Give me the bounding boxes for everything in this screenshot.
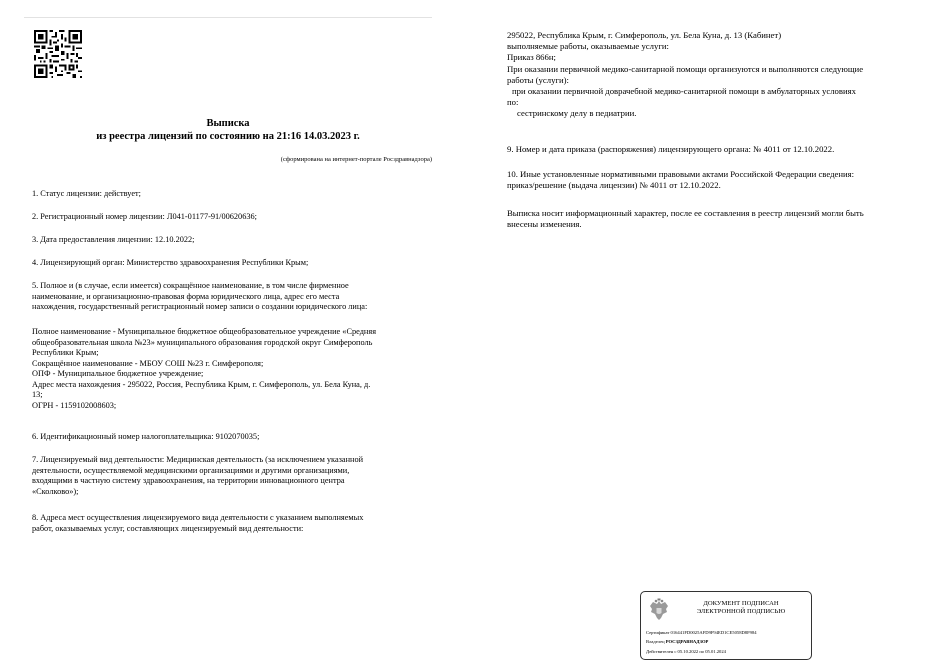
text-line: работ, оказываемых услуг, составляющих лицензируемый вид деятельности:: [32, 523, 304, 533]
signature-validity: Действителен с 05.10.2022 по 05.01.2024: [646, 649, 726, 654]
top-rule: [24, 17, 432, 18]
text-line: входящими в частную систему здравоохранения, на территории инновационного центра: [32, 476, 345, 485]
item-activity-addresses: [32, 513, 432, 534]
item-license-status: 1. Статус лицензии: действует;: [32, 189, 141, 198]
text-line: 295022, Республика Крым, г. Симферополь, ул. Бела Куна, д. 13 (Кабинет): [507, 30, 782, 40]
text-line: приказ/решение (выдача лицензии) № 4011 от 12.10.2022.: [507, 180, 721, 191]
text-line: 8. Адреса мест осуществления лицензируемого вида деятельности с указанием выполняемых: [32, 513, 364, 522]
item-licensed-activity: [32, 455, 432, 497]
text-line: 5. Полное и (в случае, если имеется) сокращённое наименование, в том числе фирменное: [32, 281, 349, 290]
text-line: работы (услуги):: [507, 74, 569, 85]
item-taxpayer-id: 6. Идентификационный номер налогоплательщика: 9102070035;: [32, 432, 260, 441]
activity-address-block: [507, 30, 937, 120]
text-line: по:: [507, 97, 519, 108]
signature-heading-line: ДОКУМЕНТ ПОДПИСАН: [703, 600, 779, 607]
disclaimer: [507, 208, 937, 230]
text-line: Адрес места нахождения - 295022, Россия, Республика Крым, г. Симферополь, ул. Бела Куна, д.: [32, 379, 371, 389]
text-line: нахождения, государственный регистрационный номер записи о создании юридического лица:: [32, 302, 368, 311]
signature-certificate: Сертификат 016441FD0025AFD9F94ED1CE5058D8F984: [646, 630, 757, 635]
owner-name: РОСЗДРАВНАДЗОР: [665, 639, 709, 644]
text-line: общеобразовательная школа №23» муниципального образования городской округ Симферополь: [32, 337, 373, 347]
text-line: 13;: [32, 390, 43, 399]
double-headed-eagle-emblem-icon: [647, 598, 671, 624]
text-line: Выписка носит информационный характер, после ее составления в реестр лицензий могли быть: [507, 208, 864, 218]
item-organization-name-heading: [32, 281, 432, 313]
generated-note: (сформирована на интернет-портале Росздравнадзора): [280, 156, 432, 163]
item-licensing-authority: 4. Лицензирующий орган: Министерство здравоохранения Республики Крым;: [32, 258, 309, 267]
text-line: наименование, и организационно-правовая форма юридического лица, адрес его места: [32, 291, 340, 301]
text-line: деятельности, осуществляемой медицинскими организациями и другими организациями,: [32, 465, 350, 475]
text-line: Сокращённое наименование - МБОУ СОШ №23 г. Симферополя;: [32, 358, 264, 368]
document-title: Выписка: [206, 118, 250, 129]
item-other-info: [507, 169, 937, 191]
item-order-number: 9. Номер и дата приказа (распоряжения) лицензирующего органа: № 4011 от 12.10.2022.: [507, 144, 835, 154]
signature-owner: [646, 639, 708, 644]
qr-code-icon: [34, 30, 82, 78]
owner-label: Владелец: [646, 639, 665, 644]
electronic-signature-stamp: [640, 591, 812, 660]
text-line: ОГРН - 1159102008603;: [32, 400, 117, 410]
text-line: при оказании первичной доврачебной медико-санитарной помощи в амбулаторных условиях: [512, 86, 856, 97]
signature-heading: [675, 600, 807, 617]
item-registration-number: 2. Регистрационный номер лицензии: Л041-01177-91/00620636;: [32, 212, 257, 221]
text-line: «Сколково»);: [32, 486, 79, 496]
text-line: сестринскому делу в педиатрии.: [517, 108, 637, 119]
item-issue-date: 3. Дата предоставления лицензии: 12.10.2022;: [32, 235, 195, 244]
text-line: ОПФ - Муниципальное бюджетное учреждение;: [32, 369, 204, 378]
text-line: При оказании первичной медико-санитарной помощи организуются и выполняются следующие: [507, 63, 864, 74]
text-line: 10. Иные установленные нормативными правовыми актами Российской Федерации сведения:: [507, 169, 855, 179]
text-line: Приказ 866н;: [507, 52, 556, 63]
text-line: Полное наименование - Муниципальное бюджетное общеобразовательное учреждение «Средняя: [32, 327, 377, 336]
document-subtitle: из реестра лицензий по состоянию на 21:16 14.03.2023 г.: [96, 131, 360, 142]
signature-heading-line: ЭЛЕКТРОННОЙ ПОДПИСЬЮ: [696, 608, 786, 616]
text-line: выполняемые работы, оказываемые услуги:: [507, 41, 669, 52]
organization-details: [32, 327, 432, 411]
text-line: Республики Крым;: [32, 348, 99, 357]
text-line: внесены изменения.: [507, 219, 582, 230]
text-line: 7. Лицензируемый вид деятельности: Медицинская деятельность (за исключением указанной: [32, 455, 364, 464]
